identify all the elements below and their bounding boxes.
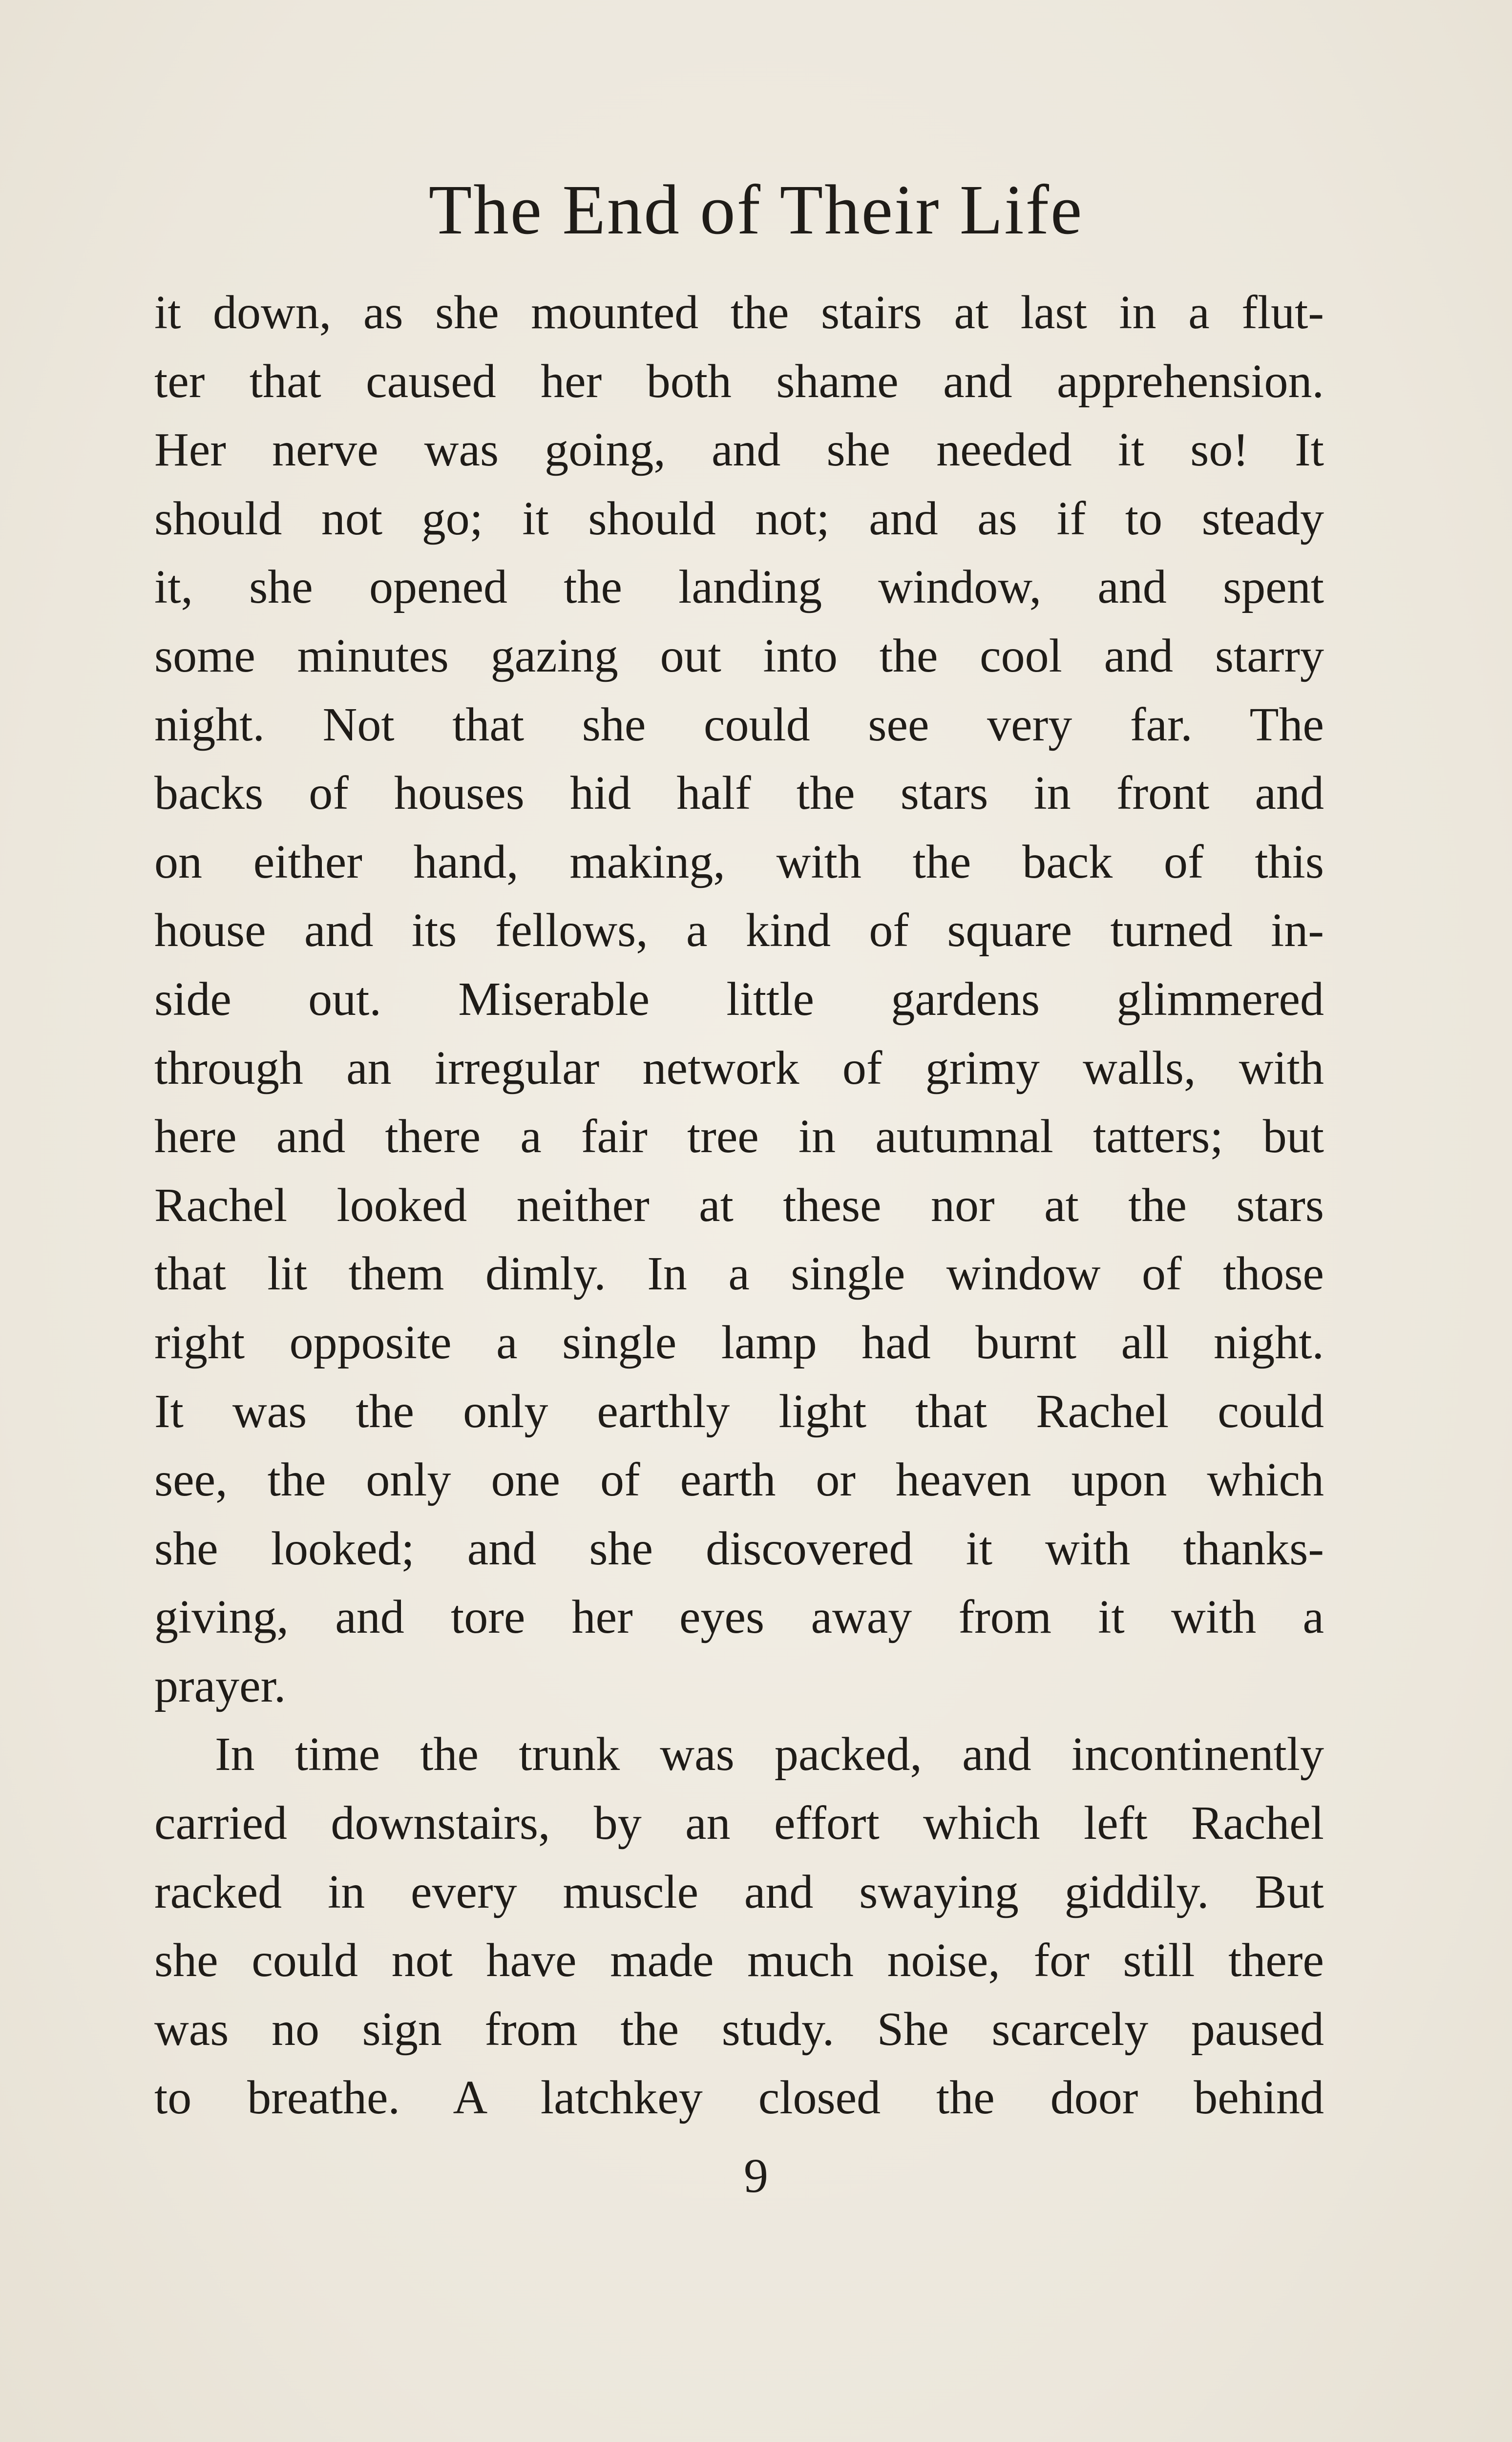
text-line: to breathe. A latchkey closed the door behind xyxy=(154,2071,1324,2125)
text-line: Her nerve was going, and she needed it so! It xyxy=(154,423,1324,477)
text-line: on either hand, making, with the back of this xyxy=(154,835,1324,888)
text-line: It was the only earthly light that Rachel could xyxy=(154,1385,1324,1438)
text-line: side out. Miserable little gardens glimmered xyxy=(154,972,1324,1026)
text-line: house and its fellows, a kind of square turned in- xyxy=(154,904,1324,957)
text-line: giving, and tore her eyes away from it with a xyxy=(154,1591,1324,1644)
text-line: it down, as she mounted the stairs at last in a flut- xyxy=(154,286,1324,339)
text-line: she looked; and she discovered it with thanks- xyxy=(154,1522,1324,1575)
running-head: The End of Their Life xyxy=(428,171,1084,249)
text-line: was no sign from the study. She scarcely paused xyxy=(154,2002,1324,2056)
text-line: see, the only one of earth or heaven upon which xyxy=(154,1453,1324,1507)
text-line: here and there a fair tree in autumnal tatters; but xyxy=(154,1110,1324,1163)
text-line: ter that caused her both shame and apprehension. xyxy=(154,355,1324,408)
text-line: right opposite a single lamp had burnt all night. xyxy=(154,1316,1324,1369)
text-line: carried downstairs, by an effort which left Rachel xyxy=(154,1797,1324,1850)
text-line: backs of houses hid half the stars in front and xyxy=(154,767,1324,820)
body-text xyxy=(154,278,1324,2132)
page-number: 9 xyxy=(744,2148,768,2203)
text-line: night. Not that she could see very far. The xyxy=(154,698,1324,751)
text-line: it, she opened the landing window, and spent xyxy=(154,561,1324,614)
text-line: In time the trunk was packed, and incontinently xyxy=(215,1728,1324,1781)
text-line: some minutes gazing out into the cool and starry xyxy=(154,629,1324,682)
text-line: she could not have made much noise, for still there xyxy=(154,1934,1324,1987)
text-line: that lit them dimly. In a single window of those xyxy=(154,1247,1324,1301)
text-line: racked in every muscle and swaying giddily. But xyxy=(154,1865,1324,1918)
text-line: prayer. xyxy=(154,1659,286,1712)
text-line: through an irregular network of grimy walls, with xyxy=(154,1041,1324,1095)
text-line: should not go; it should not; and as if to steady xyxy=(154,492,1324,545)
text-line: Rachel looked neither at these nor at the stars xyxy=(154,1179,1324,1232)
